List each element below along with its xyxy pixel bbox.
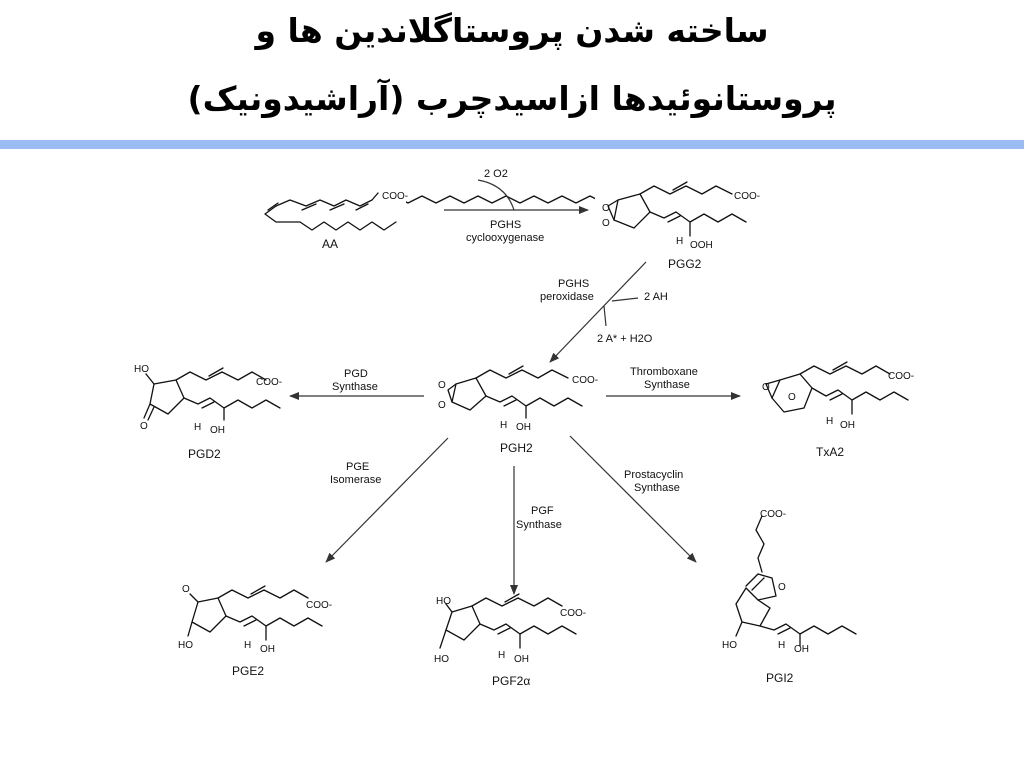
- peroxidase-out-tick: [604, 306, 606, 326]
- pge2-oh: OH: [260, 644, 275, 655]
- pgd2-oh: OH: [210, 425, 225, 436]
- pge-enzyme-name: PGE: [346, 461, 370, 473]
- pgf2a-carboxylate: COO-: [560, 608, 587, 619]
- pgd2-structure: [144, 368, 283, 420]
- pgf-enzyme-sub: Synthase: [516, 519, 562, 531]
- pgg2-ooh: OOH: [690, 240, 713, 251]
- pgf2a-structure: [440, 594, 576, 648]
- txa2-o-bridge: O: [762, 382, 770, 393]
- thromboxane-enzyme-name: Thromboxane: [630, 366, 698, 378]
- slide-title-line-2: پروستانوئیدها ازاسیدچرب (آراشیدونیک): [187, 79, 837, 118]
- pgd2-label: PGD2: [188, 447, 221, 461]
- peroxidase-name: PGHS: [558, 278, 590, 290]
- pgi2-carboxylate: COO-: [760, 509, 787, 520]
- slide-title-line-1: ساخته شدن پروستاگلاندین ها و: [255, 11, 769, 50]
- pge2-ho: HO: [178, 640, 193, 651]
- pgg2-label: PGG2: [668, 257, 702, 271]
- pgi2-ho: HO: [722, 640, 737, 651]
- pge2-ketone-o: O: [182, 584, 190, 595]
- pgi2-o-ring: O: [778, 582, 786, 593]
- pgf-enzyme-name: PGF: [531, 505, 554, 517]
- pge2-label: PGE2: [232, 664, 265, 678]
- txa2-h: H: [826, 416, 834, 427]
- pgi2-label: PGI2: [766, 671, 794, 685]
- pgh2-o-bottom: O: [438, 400, 446, 411]
- pgd2-h: H: [194, 422, 202, 433]
- pge2-structure: [188, 586, 322, 640]
- txa2-label: TxA2: [816, 445, 845, 459]
- pgf2a-h: H: [498, 650, 506, 661]
- pgi-enzyme-sub: Synthase: [634, 482, 680, 494]
- pgi-enzyme-name: Prostacyclin: [624, 469, 684, 481]
- pgd-enzyme-sub: Synthase: [332, 381, 378, 393]
- pge2-carboxylate: COO-: [306, 600, 333, 611]
- pgd2-ho: HO: [134, 364, 149, 375]
- pgi-arrow: [570, 436, 696, 562]
- txa2-o-ring: O: [788, 392, 796, 403]
- pgg2-carboxylate: COO-: [734, 191, 761, 202]
- pge-enzyme-sub: Isomerase: [330, 474, 382, 486]
- peroxidase-arrow: [550, 262, 646, 362]
- aa-carboxylate: COO-: [382, 191, 409, 202]
- pgh2-o-top: O: [438, 380, 446, 391]
- pgd2-carboxylate: COO-: [256, 377, 283, 388]
- pgh2-oh: OH: [516, 422, 531, 433]
- txa2-structure: [766, 362, 908, 414]
- pge2-h: H: [244, 640, 252, 651]
- pgf2a-oh: OH: [514, 654, 529, 665]
- pgg2-o-top: O: [602, 203, 610, 214]
- pgh2-carboxylate: COO-: [572, 375, 599, 386]
- cox-reagent: 2 O2: [484, 168, 508, 180]
- cox-o2-curve: [478, 180, 514, 210]
- pgd-enzyme-name: PGD: [344, 368, 368, 380]
- pgf2a-label: PGF2α: [492, 674, 531, 688]
- peroxidase-sub: peroxidase: [540, 291, 594, 303]
- pgf2a-ho-top: HO: [436, 596, 451, 607]
- pgh2-label: PGH2: [500, 441, 533, 455]
- peroxidase-in: 2 AH: [644, 291, 668, 303]
- thromboxane-enzyme-sub: Synthase: [644, 379, 690, 391]
- peroxidase-ah-tick: [612, 298, 638, 301]
- pge-arrow: [326, 438, 448, 562]
- pgg2-h: H: [676, 236, 684, 247]
- pgi2-oh: OH: [794, 644, 809, 655]
- txa2-carboxylate: COO-: [888, 371, 915, 382]
- pgg2-o-bottom: O: [602, 218, 610, 229]
- cox-enzyme-name: PGHS: [490, 219, 522, 231]
- cox-enzyme-sub: cyclooxygenase: [466, 232, 545, 244]
- pgi2-h: H: [778, 640, 786, 651]
- txa2-oh: OH: [840, 420, 855, 431]
- peroxidase-out: 2 A* + H2O: [597, 333, 653, 345]
- pgd2-ketone-o: O: [140, 421, 148, 432]
- pgf2a-ho-bottom: HO: [434, 654, 449, 665]
- pgh2-h: H: [500, 420, 508, 431]
- aa-label: AA: [322, 237, 339, 251]
- pgi2-structure: [736, 516, 856, 646]
